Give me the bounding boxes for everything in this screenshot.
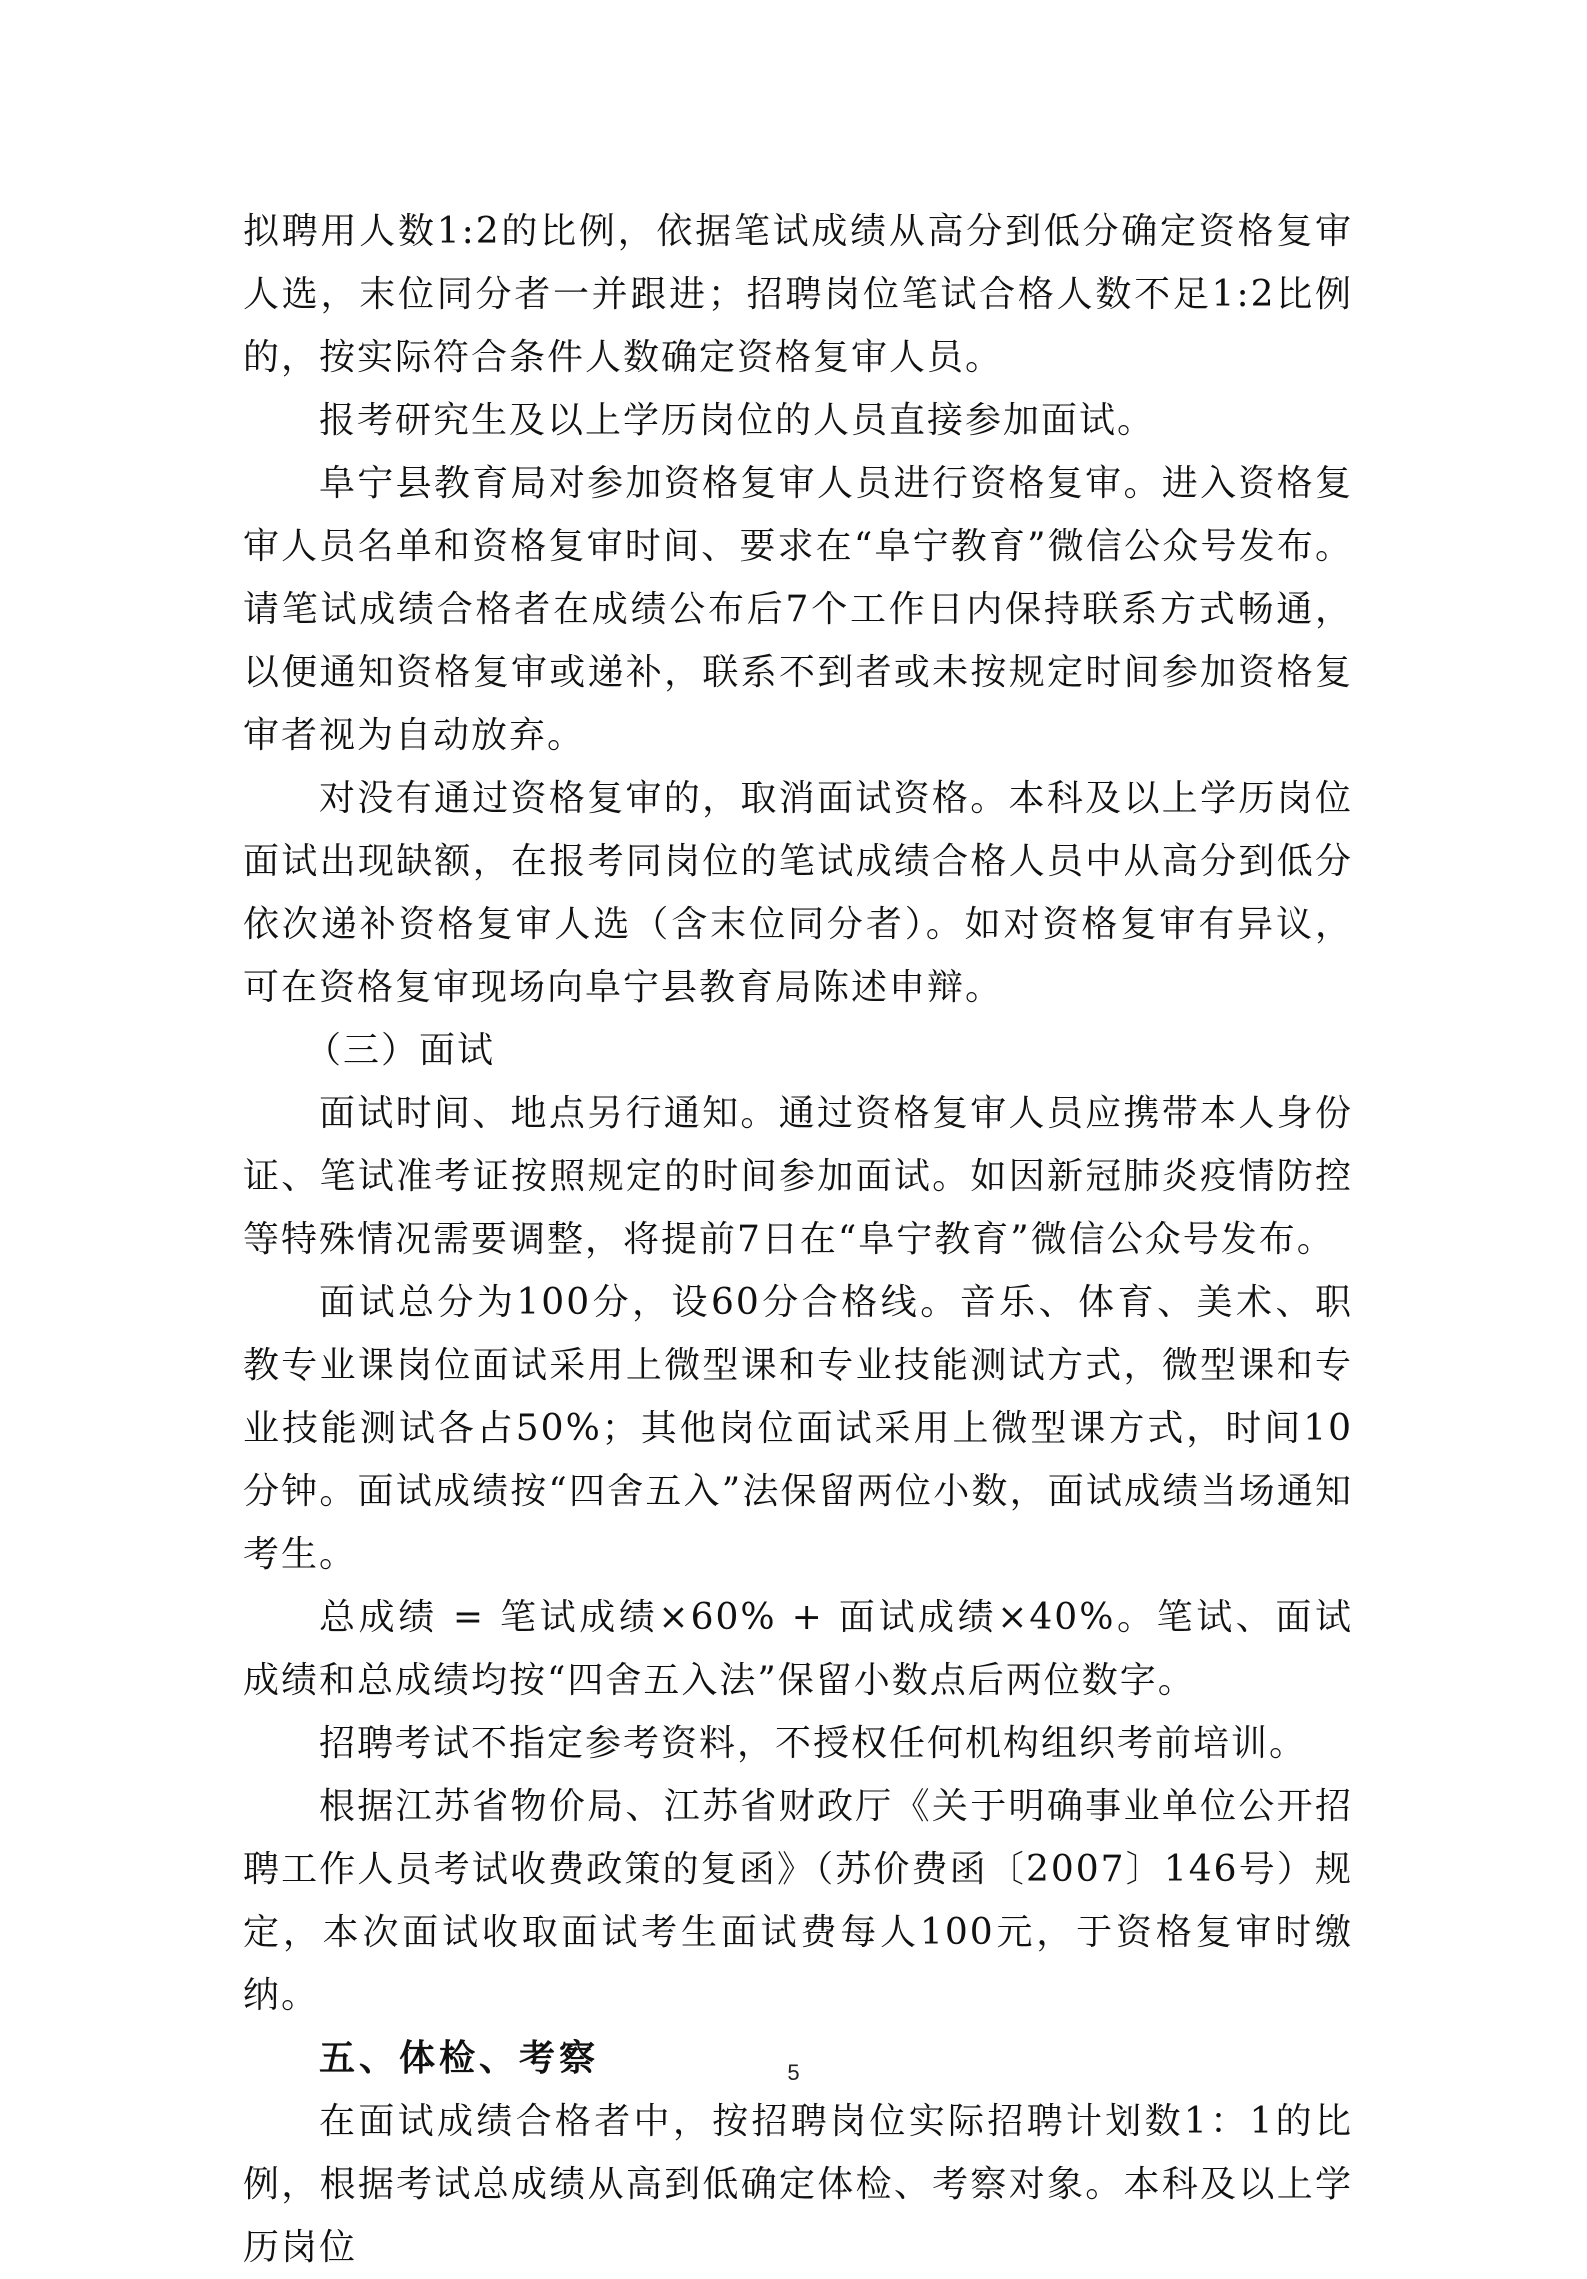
paragraph-qualification-review: 阜宁县教育局对参加资格复审人员进行资格复审。进入资格复审人员名单和资格复审时间、要求在“阜宁教育”微信公众号发布。请笔试成绩合格者在成绩公布后7个工作日内保持联系方式畅通，以便通知资格复审或递补，联系不到者或未按规定时间参加资格复审者视为自动放弃。 xyxy=(243,463,1353,756)
paragraph-review-failure: 对没有通过资格复审的，取消面试资格。本科及以上学历岗位面试出现缺额，在报考同岗位的笔试成绩合格人员中从高分到低分依次递补资格复审人选（含末位同分者）。如对资格复审有异议，可在资格复审现场向阜宁县教育局陈述申辩。 xyxy=(243,778,1353,1008)
section-heading-interview: （三）面试 xyxy=(305,1030,496,1071)
paragraph-no-reference: 招聘考试不指定参考资料，不授权任何机构组织考前培训。 xyxy=(319,1723,1308,1764)
paragraph-qualification-ratio: 拟聘用人数1:2的比例，依据笔试成绩从高分到低分确定资格复审人选，末位同分者一并跟进；招聘岗位笔试合格人数不足1:2比例的，按实际符合条件人数确定资格复审人员。 xyxy=(243,211,1353,378)
paragraph-interview-time: 面试时间、地点另行通知。通过资格复审人员应携带本人身份证、笔试准考证按照规定的时间参加面试。如因新冠肺炎疫情防控等特殊情况需要调整，将提前7日在“阜宁教育”微信公众号发布。 xyxy=(243,1093,1353,1260)
section-heading-physical-exam: 五、体检、考察 xyxy=(319,2037,600,2079)
page-number: 5 xyxy=(787,2060,800,2085)
paragraph-graduate-interview: 报考研究生及以上学历岗位的人员直接参加面试。 xyxy=(319,400,1156,441)
paragraph-interview-fee: 根据江苏省物价局、江苏省财政厅《关于明确事业单位公开招聘工作人员考试收费政策的复函》（苏价费函〔2007〕146号）规定，本次面试收取面试考生面试费每人100元，于资格复审时缴纳。 xyxy=(243,1786,1353,2016)
paragraph-physical-exam: 在面试成绩合格者中，按招聘岗位实际招聘计划数1：1的比例，根据考试总成绩从高到低确定体检、考察对象。本科及以上学历岗位 xyxy=(243,2101,1353,2268)
paragraph-total-score: 总成绩 = 笔试成绩×60% + 面试成绩×40%。笔试、面试成绩和总成绩均按“四舍五入法”保留小数点后两位数字。 xyxy=(243,1597,1353,1701)
document-body xyxy=(243,200,1353,2279)
paragraph-interview-score: 面试总分为100分，设60分合格线。音乐、体育、美术、职教专业课岗位面试采用上微型课和专业技能测试方式，微型课和专业技能测试各占50%；其他岗位面试采用上微型课方式，时间10分钟。面试成绩按“四舍五入”法保留两位小数，面试成绩当场通知考生。 xyxy=(243,1282,1353,1575)
